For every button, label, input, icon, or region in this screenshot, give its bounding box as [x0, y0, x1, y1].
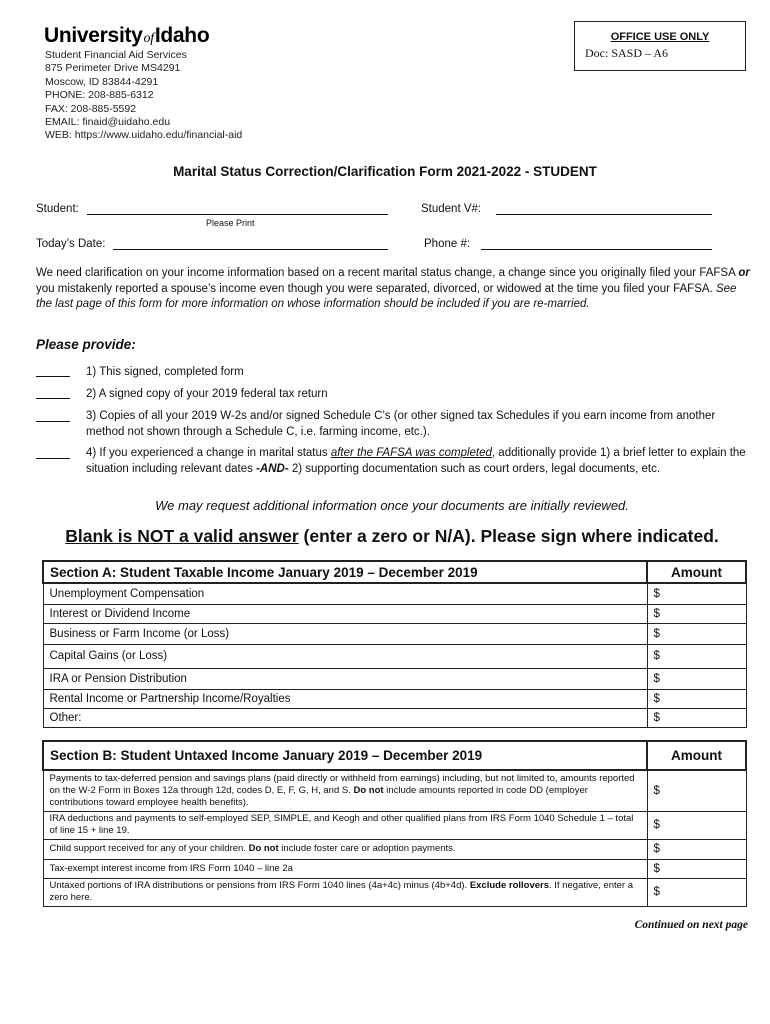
office-address	[45, 49, 242, 143]
item2-text: 2) A signed copy of your 2019 federal tax return	[86, 388, 328, 400]
amount-field[interactable]: $	[647, 668, 746, 689]
item4-text: 4) If you experienced a change in marital status after the FAFSA was completed, additionally provide 1) a brief letter to explain the situation including relevant dates -AND- 2) supporting documentation such as court orders, legal documents, etc.	[86, 447, 746, 475]
student-name-field[interactable]	[87, 214, 388, 215]
table-row	[43, 839, 746, 859]
amount-header: Amount	[647, 741, 746, 770]
section-b-header-row	[43, 741, 746, 770]
item2-checkline[interactable]	[36, 398, 70, 399]
row-label: Rental Income or Partnership Income/Royalties	[43, 689, 647, 708]
web-line: WEB: https://www.uidaho.edu/financial-aid	[45, 129, 243, 142]
amount-header: Amount	[647, 561, 746, 583]
item1-checkline[interactable]	[36, 376, 70, 377]
table-row	[43, 668, 746, 689]
section-b-title: Section B: Student Untaxed Income January 2019 – December 2019	[43, 741, 647, 770]
please-provide-heading: Please provide:	[36, 337, 136, 352]
section-b-table	[42, 740, 747, 907]
phone-field[interactable]	[481, 249, 712, 250]
row-label: Unemployment Compensation	[43, 583, 647, 604]
office-use-doc: Doc: SASD – A6	[585, 46, 669, 60]
section-a-header-row	[43, 561, 746, 583]
section-a-title: Section A: Student Taxable Income January 2019 – December 2019	[43, 561, 647, 583]
table-row	[43, 770, 746, 811]
office-use-title: OFFICE USE ONLY	[610, 31, 710, 43]
row-label: IRA deductions and payments to self-employed SEP, SIMPLE, and Keogh and other qualified plans from IRS Form 1040 Schedule 1 – total of line 15 + line 19.	[43, 811, 647, 839]
amount-field[interactable]: $	[647, 859, 746, 878]
blank-notice: Blank is NOT a valid answer (enter a zero or N/A). Please sign where indicated.	[65, 526, 719, 546]
row-label: IRA or Pension Distribution	[43, 668, 647, 689]
row-label: Child support received for any of your children. Do not include foster care or adoption payments.	[43, 839, 647, 859]
university-logo: UniversityofIdaho	[44, 24, 210, 47]
please-print-note: Please Print	[206, 218, 255, 228]
row-label: Tax-exempt interest income from IRS Form 1040 – line 2a	[43, 859, 647, 878]
table-row	[43, 878, 746, 906]
table-row	[43, 811, 746, 839]
office-use-box	[574, 21, 746, 71]
amount-field[interactable]: $	[647, 770, 746, 811]
form-title: Marital Status Correction/Clarification Form 2021-2022 - STUDENT	[173, 164, 597, 179]
item4-checkline[interactable]	[36, 458, 70, 459]
table-row	[43, 708, 746, 727]
row-label: Capital Gains (or Loss)	[43, 644, 647, 668]
table-row	[43, 689, 746, 708]
item3-checkline[interactable]	[36, 421, 70, 422]
amount-field[interactable]: $	[647, 604, 746, 623]
item3-text: 3) Copies of all your 2019 W-2s and/or signed Schedule C’s (or other signed tax Schedules if you earn income from another method not shown through a Schedule C, i.e. farming income, etc.).	[86, 410, 716, 438]
phone-line: PHONE: 208-885-6312	[45, 89, 154, 102]
table-row	[43, 644, 746, 668]
amount-field[interactable]: $	[647, 811, 746, 839]
student-v-field[interactable]	[496, 214, 712, 215]
row-label: Interest or Dividend Income	[43, 604, 647, 623]
student-v-label: Student V#:	[421, 203, 482, 215]
date-label: Today’s Date:	[36, 238, 106, 250]
amount-field[interactable]: $	[647, 583, 746, 604]
address-line: Student Financial Aid Services	[45, 49, 187, 61]
amount-field[interactable]: $	[647, 839, 746, 859]
table-row	[43, 583, 746, 604]
amount-field[interactable]: $	[647, 644, 746, 668]
row-label: Payments to tax-deferred pension and savings plans (paid directly or withheld from earnings) including, but not limited to, amounts reported on the W-2 Form in Boxes 12a through 12d, codes D, E, F, G, H, and S. Do not include amounts reported in code DD (employer contributions toward employee health benefits).	[43, 770, 647, 811]
amount-field[interactable]: $	[647, 878, 746, 906]
student-label: Student:	[36, 203, 79, 215]
fax-line: FAX: 208-885-5592	[45, 102, 137, 115]
email-line: EMAIL: finaid@uidaho.edu	[45, 116, 171, 129]
row-label: Other:	[43, 708, 647, 727]
table-row	[43, 859, 746, 878]
address-line: Moscow, ID 83844-4291	[45, 75, 159, 88]
section-a-table	[42, 560, 747, 728]
phone-label: Phone #:	[424, 238, 471, 250]
amount-field[interactable]: $	[647, 623, 746, 644]
amount-field[interactable]: $	[647, 708, 746, 727]
row-label: Business or Farm Income (or Loss)	[43, 623, 647, 644]
date-field[interactable]	[113, 249, 388, 250]
table-row	[43, 623, 746, 644]
item1-text: 1) This signed, completed form	[86, 366, 244, 378]
address-line: 875 Perimeter Drive MS4291	[45, 62, 181, 75]
row-label: Untaxed portions of IRA distributions or pensions from IRS Form 1040 lines (4a+4c) minus (4b+4d). Exclude rollovers. If negative, enter a zero here.	[43, 878, 647, 906]
continued-note: Continued on next page	[634, 919, 748, 931]
amount-field[interactable]: $	[647, 689, 746, 708]
intro-paragraph: We need clarification on your income information based on a recent marital status change, a change since you originally filed your FAFSA or you mistakenly reported a spouse’s income even though you were separated, divorced, or widowed at the time you filed your FAFSA. See the last page of this form for more information on whose information should be included if you are re-married.	[36, 267, 750, 310]
request-note: We may request additional information once your documents are initially reviewed.	[155, 498, 629, 513]
table-row	[43, 604, 746, 623]
